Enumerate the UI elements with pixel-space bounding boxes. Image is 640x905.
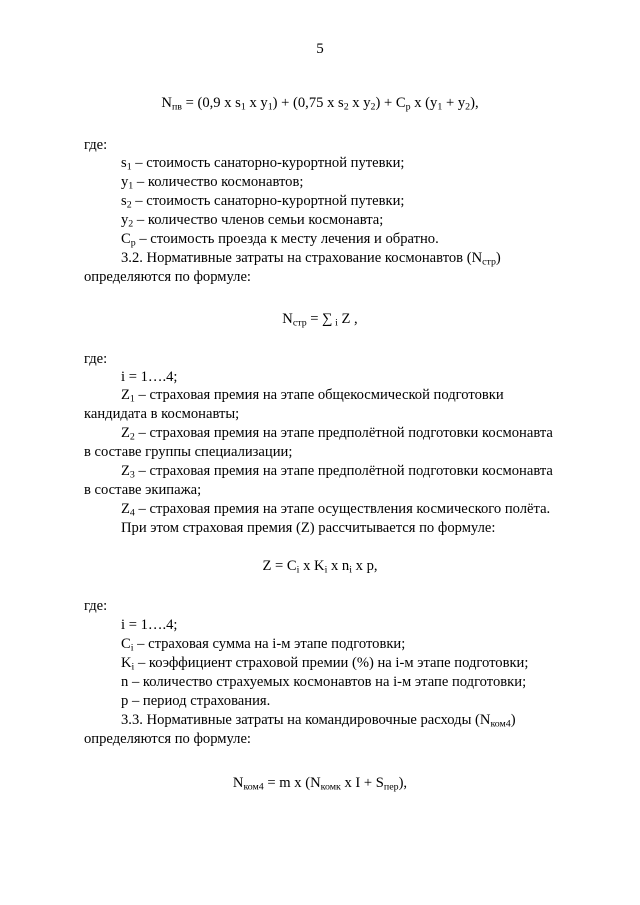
where-label: где: <box>84 351 108 367</box>
formula-text: x y <box>245 95 268 111</box>
formula-sub: 2 <box>343 101 349 113</box>
formula-sub: 2 <box>465 101 471 113</box>
where-label: где: <box>84 598 108 614</box>
formula-text: N <box>161 95 172 111</box>
definition-line: $s_2$ – стоимость санаторно-курортной путевки; <box>121 193 405 211</box>
paragraph-3-2-cont: определяются по формуле: <box>84 269 251 285</box>
definition-line-cont: кандидата в космонавты; <box>84 406 240 422</box>
formula-text: + y <box>442 95 466 111</box>
definition-line: $Z_4$ – страховая премия на этапе осуществления космического полёта. <box>121 501 551 519</box>
formula-sub: 2 <box>370 101 376 113</box>
definition-line: $y_2$ – количество членов семьи космонавта; <box>121 212 384 230</box>
formula-text: = (0,9 x s <box>181 95 241 111</box>
formula-insurance: $N_{стр}$ = ∑ $_i$ Z , <box>282 311 358 329</box>
formula-text: ) + C <box>375 95 406 111</box>
formula-sanatorium <box>0 94 640 113</box>
definition-line: $Z_3$ – страховая премия на этапе предполётной подготовки космонавта <box>121 463 553 481</box>
paragraph-3-2: 3.2. Нормативные затраты на страхование космонавтов $(N_{стр})$ <box>121 250 501 268</box>
where-label: где: <box>84 137 108 153</box>
formula-text: ), <box>470 95 479 111</box>
definition-line: i = 1….4; <box>121 369 178 385</box>
definition-line: $Z_1$ – страховая премия на этапе общекосмической подготовки <box>121 387 504 405</box>
formula-premium: $Z = C_i$ x $K_i$ x $n_i$ x p, <box>262 558 378 576</box>
definition-line: $C_p$ – стоимость проезда к месту лечения и обратно. <box>121 231 439 249</box>
definition-line: $K_i$ – коэффициент страховой премии (%) на i-м этапе подготовки; <box>121 655 529 673</box>
formula-text: x y <box>348 95 371 111</box>
formula-sub: 1 <box>437 101 443 113</box>
paragraph-3-3-cont: определяются по формуле: <box>84 731 251 747</box>
formula-sub: p <box>405 101 411 113</box>
definition-line: n – количество страхуемых космонавтов на i-м этапе подготовки; <box>121 674 527 690</box>
definition-line-cont: в составе экипажа; <box>84 482 202 498</box>
formula-sub: пв <box>171 101 182 113</box>
definition-line: i = 1….4; <box>121 617 178 633</box>
formula-sub: 1 <box>240 101 246 113</box>
definition-line: $s_1$ – стоимость санаторно-курортной путевки; <box>121 155 405 173</box>
definition-line: p – период страхования. <box>121 693 271 709</box>
definition-line-cont: в составе группы специализации; <box>84 444 293 460</box>
paragraph-3-3: 3.3. Нормативные затраты на командировочные расходы $(N_{ком4})$ <box>121 712 516 730</box>
formula-business-trip: $N_{ком4} = m$ x ($N_{комк}$ x $I + S_{пер}$), <box>232 775 408 793</box>
definition-line: $Z_2$ – страховая премия на этапе предполётной подготовки космонавта <box>121 425 553 443</box>
formula-text: x (y <box>410 95 438 111</box>
formula-text: ) + (0,75 x s <box>272 95 344 111</box>
page-number: 5 <box>316 41 324 57</box>
definition-line: $C_i$ – страховая сумма на i-м этапе подготовки; <box>121 636 406 654</box>
formula-sub: 1 <box>267 101 273 113</box>
note-line: При этом страховая премия (Z) рассчитывается по формуле: <box>121 520 496 536</box>
definition-line: $y_1$ – количество космонавтов; <box>121 174 304 192</box>
